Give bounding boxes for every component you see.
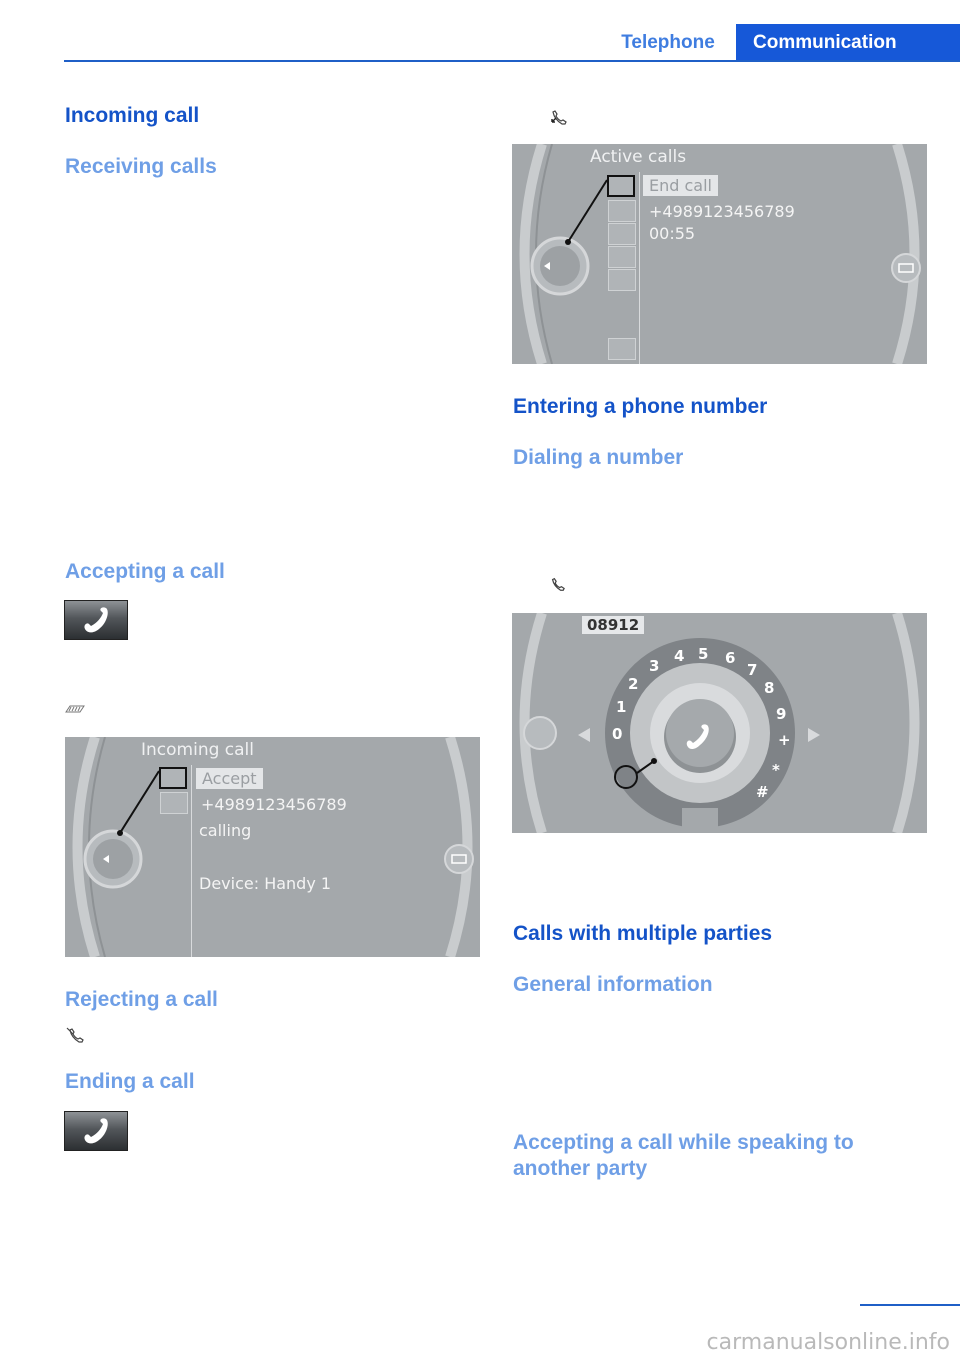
dial-digit[interactable]: *: [772, 761, 780, 779]
call-status: calling: [199, 821, 252, 840]
dial-digit[interactable]: 6: [725, 649, 736, 667]
heading-general-information: General information: [513, 973, 713, 996]
dial-digit[interactable]: 3: [649, 657, 660, 675]
screen-title: Active calls: [590, 147, 687, 167]
mfl-button-icon: [65, 700, 85, 708]
heading-dialing-a-number: Dialing a number: [513, 446, 684, 469]
dial-digit[interactable]: #: [756, 783, 769, 801]
screen-title: Incoming call: [141, 740, 254, 760]
dial-digit[interactable]: +: [778, 731, 791, 749]
dial-digit[interactable]: 5: [698, 645, 709, 663]
end-call-icon[interactable]: [607, 175, 635, 197]
heading-incoming-call: Incoming call: [65, 104, 200, 127]
reject-call-icon[interactable]: [160, 792, 188, 814]
heading-accepting-while-speaking: Accepting a call while speaking to another party: [513, 1131, 854, 1180]
entered-number: 08912: [582, 616, 644, 634]
end-call-handset-icon: [548, 108, 568, 126]
handset-icon: [79, 1116, 113, 1148]
dial-digit[interactable]: 7: [747, 661, 758, 679]
phone-button-accept[interactable]: [64, 600, 128, 640]
contacts-icon[interactable]: [608, 269, 636, 291]
end-call-option[interactable]: End call: [643, 175, 718, 196]
call-duration: 00:55: [649, 224, 696, 243]
heading-calls-with-multiple-parties: Calls with multiple parties: [513, 922, 773, 945]
footer-rule: [860, 1304, 960, 1306]
dial-digit[interactable]: 2: [628, 675, 639, 693]
options-icon[interactable]: [608, 338, 636, 360]
controller-graphic: [65, 737, 480, 957]
tab-telephone[interactable]: Telephone: [621, 32, 715, 53]
dial-digit[interactable]: 0: [612, 725, 623, 743]
phone-button-end[interactable]: [64, 1111, 128, 1151]
mute-icon[interactable]: [608, 223, 636, 245]
handset-icon: [79, 605, 113, 637]
tab-communication[interactable]: Communication: [736, 24, 960, 62]
caller-number: +4989123456789: [201, 795, 347, 814]
watermark: carmanualsonline.info: [706, 1330, 950, 1355]
header-rule: [64, 60, 960, 62]
dial-digit[interactable]: 4: [674, 647, 685, 665]
accept-call-icon[interactable]: [159, 767, 187, 789]
caller-number: +4989123456789: [649, 202, 795, 221]
reject-handset-icon: [65, 1026, 85, 1044]
incoming-call-screen: [65, 737, 480, 957]
dial-digit[interactable]: 9: [776, 705, 787, 723]
dial-handset-icon: [548, 576, 566, 592]
heading-ending-a-call: Ending a call: [65, 1070, 195, 1093]
keypad-icon[interactable]: [608, 246, 636, 268]
hold-call-icon[interactable]: [608, 200, 636, 222]
dial-digit[interactable]: 1: [616, 698, 627, 716]
active-calls-screen: [512, 144, 927, 364]
heading-rejecting-a-call: Rejecting a call: [65, 988, 218, 1011]
accept-option[interactable]: Accept: [196, 768, 263, 789]
controller-graphic: [512, 144, 927, 364]
heading-receiving-calls: Receiving calls: [65, 155, 217, 178]
device-name: Device: Handy 1: [199, 874, 332, 893]
dial-digit[interactable]: 8: [764, 679, 775, 697]
heading-entering-a-phone-number: Entering a phone number: [513, 395, 768, 418]
dial-screen: [512, 613, 927, 833]
heading-accepting-a-call: Accepting a call: [65, 560, 225, 583]
dial-graphic: [512, 613, 927, 833]
